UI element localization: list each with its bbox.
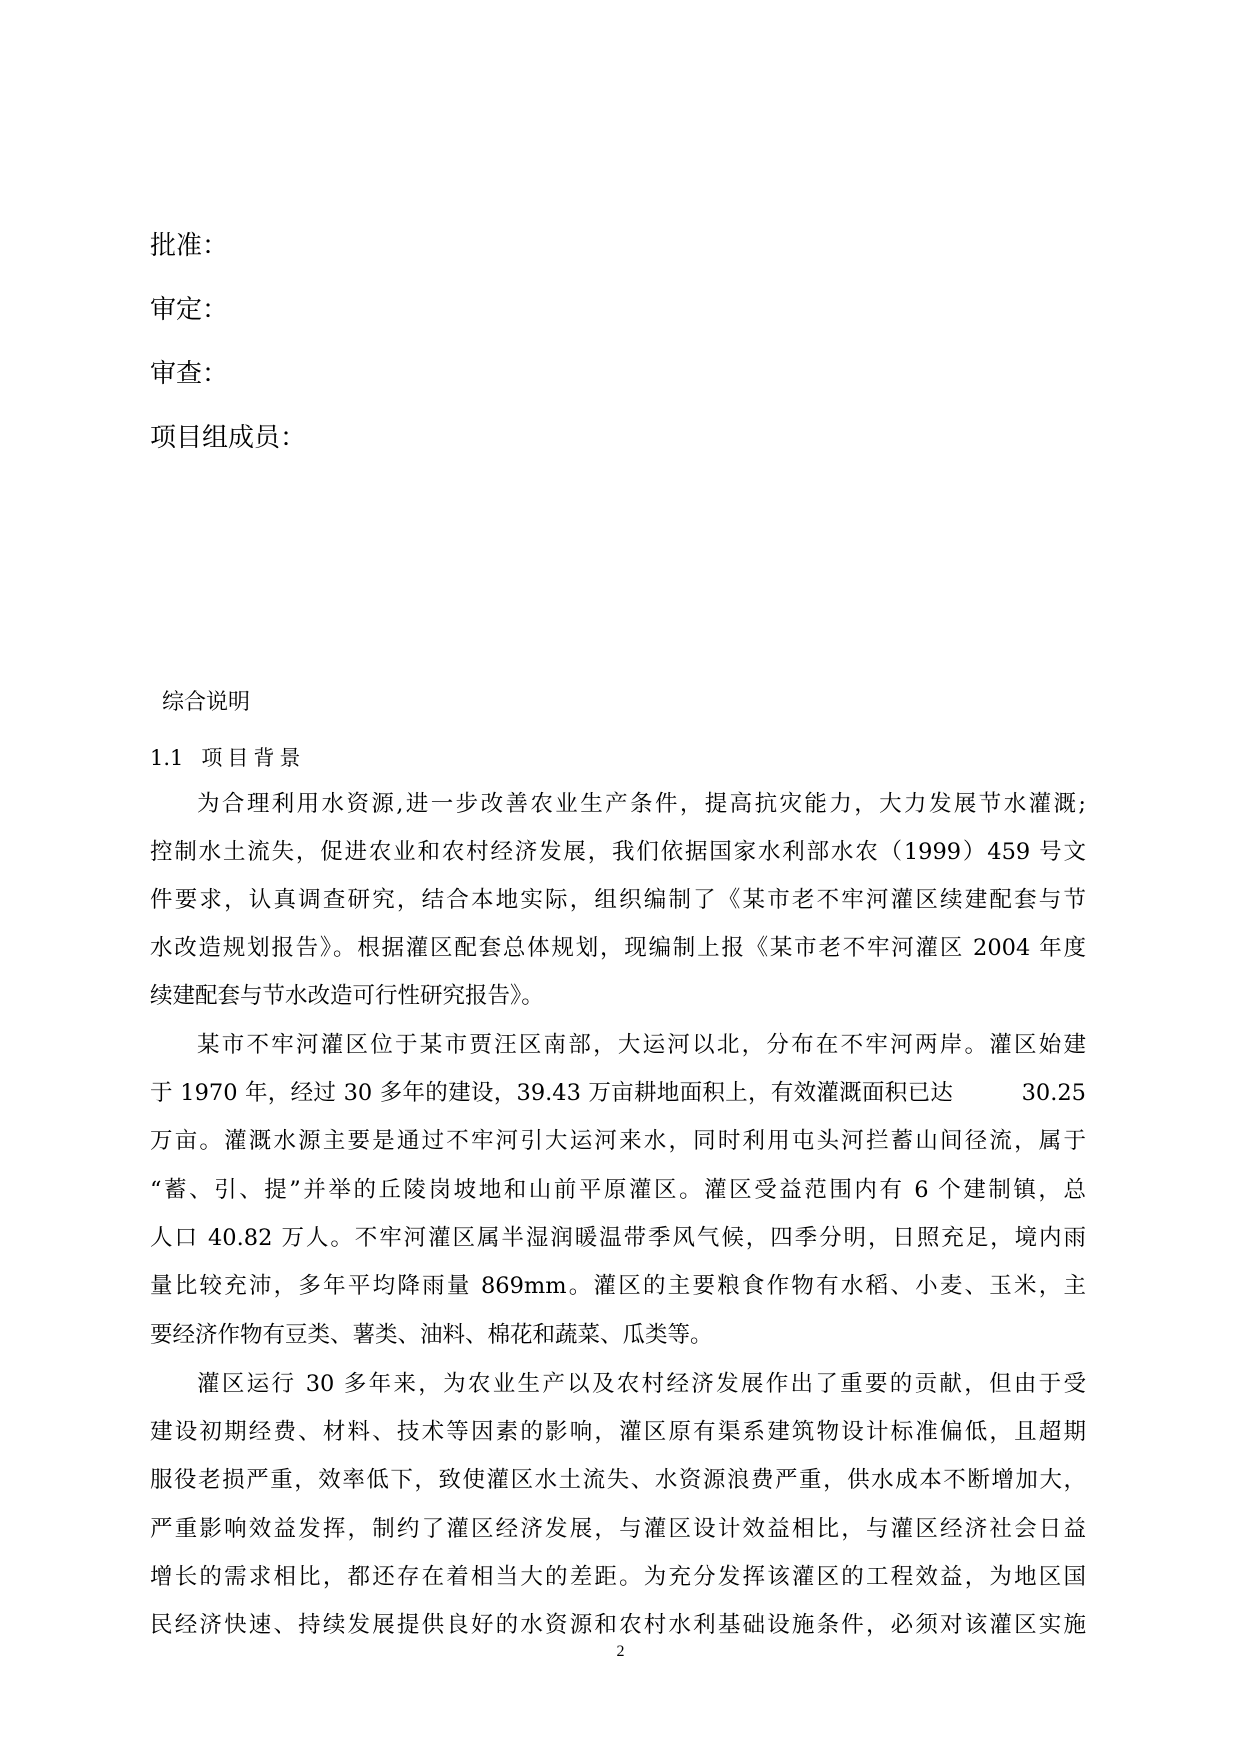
paragraph-line: 件要求，认真调查研究，结合本地实际，组织编制了《某市老不牢河灌区续建配套与节 — [150, 887, 1086, 913]
paragraph-line: 灌区运行 30 多年来，为农业生产以及农村经济发展作出了重要的贡献，但由于受 — [197, 1371, 1086, 1397]
paragraph-line: 量比较充沛，多年平均降雨量 869mm。灌区的主要粮食作物有水稻、小麦、玉米，主 — [150, 1273, 1086, 1299]
paragraph-line: 服役老损严重，效率低下，致使灌区水土流失、水资源浪费严重，供水成本不断增加大， — [150, 1467, 1086, 1493]
paragraph-line: 要经济作物有豆类、薯类、油料、棉花和蔬菜、瓜类等。 — [150, 1322, 713, 1348]
paragraph-line: 严重影响效益发挥，制约了灌区经济发展，与灌区设计效益相比，与灌区经济社会日益 — [150, 1516, 1086, 1542]
paragraph-line: 水改造规划报告》。根据灌区配套总体规划，现编制上报《某市老不牢河灌区 2004 年度 — [150, 935, 1086, 961]
subsection-heading — [150, 743, 305, 773]
paragraph-line: 建设初期经费、材料、技术等因素的影响，灌区原有渠系建筑物设计标准偏低，且超期 — [150, 1419, 1086, 1445]
paragraph-line: 控制水土流失，促进农业和农村经济发展，我们依据国家水利部水农（1999）459 号文 — [150, 839, 1086, 865]
paragraph-line: 某市不牢河灌区位于某市贾汪区南部，大运河以北，分布在不牢河两岸。灌区始建 — [197, 1032, 1086, 1058]
page-number: 2 — [616, 1643, 625, 1660]
paragraph-line: 为合理利用水资源,进一步改善农业生产条件，提高抗灾能力，大力发展节水灌溉; — [197, 791, 1086, 817]
paragraph-line: 增长的需求相比，都还存在着相当大的差距。为充分发挥该灌区的工程效益，为地区国 — [150, 1564, 1086, 1590]
subsection-number: 1.1 — [150, 746, 184, 770]
approval-review-label: 审查： — [150, 359, 229, 389]
paragraph-line: 人口 40.82 万人。不牢河灌区属半湿润暖温带季风气候，四季分明，日照充足，境内雨 — [150, 1225, 1086, 1251]
paragraph-line: 于 1970 年，经过 30 多年的建设，39.43 万亩耕地面积上，有效灌溉面积已达 30.25 — [150, 1080, 1086, 1106]
section-title: 综合说明 — [162, 690, 251, 715]
approval-members-label: 项目组成员： — [150, 423, 307, 453]
paragraph-line: 续建配套与节水改造可行性研究报告》。 — [150, 983, 544, 1009]
approval-determine-label: 审定： — [150, 295, 229, 325]
paragraph-line: 民经济快速、持续发展提供良好的水资源和农村水利基础设施条件，必须对该灌区实施 — [150, 1612, 1086, 1638]
approval-approve-label: 批准： — [150, 231, 229, 261]
paragraph-line: “蓄、引、提”并举的丘陵岗坡地和山前平原灌区。灌区受益范围内有 6 个建制镇，总 — [150, 1177, 1086, 1203]
paragraph-line: 万亩。灌溉水源主要是通过不牢河引大运河来水，同时利用屯头河拦蓄山间径流，属于 — [150, 1128, 1086, 1154]
subsection-title: 项目背景 — [201, 746, 306, 770]
